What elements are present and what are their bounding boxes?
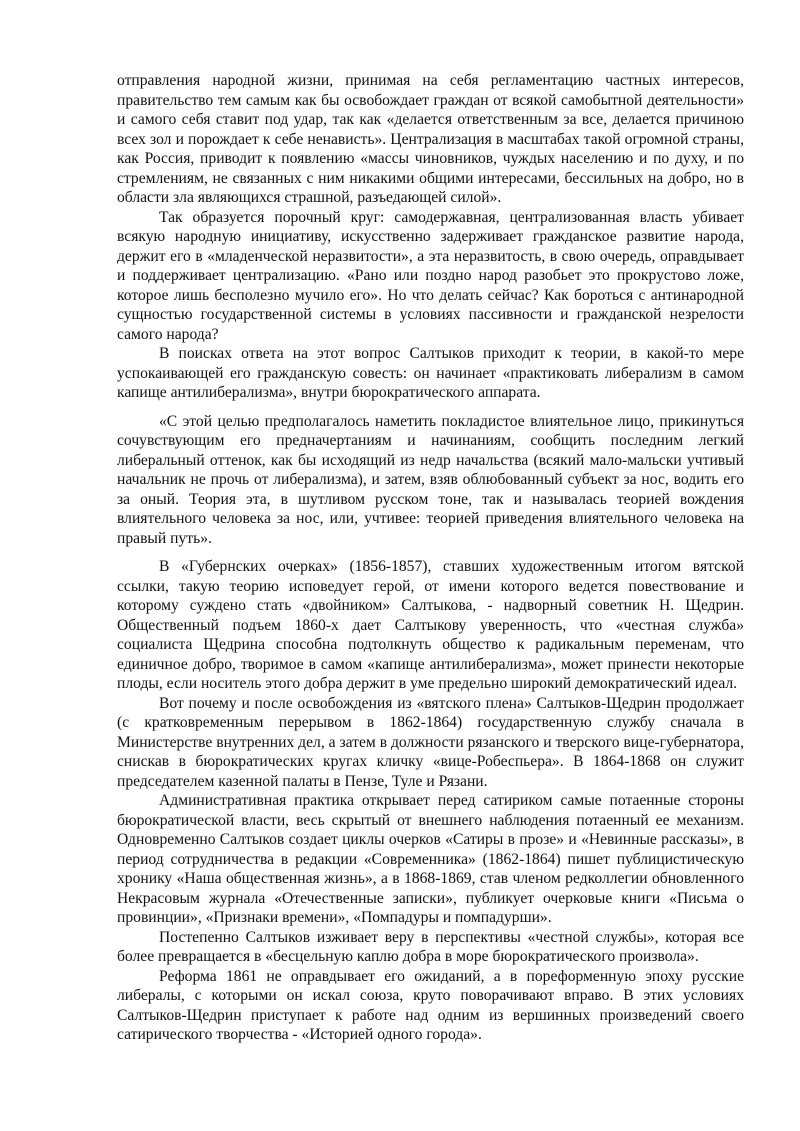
paragraph-state-service: Вот почему и после освобождения из «вятского плена» Салтыков-Щедрин продолжает (с кратковременным перерывом в 1862-1864) государственную службу сначала в Министерстве внутренних дел, а затем в должности рязанского и тверского вице-губернатора, снискав в бюрократических кругах кличку «вице-Робеспьера». В 1864-1868 он служит председателем казенной палаты в Пензе, Туле и Рязани. <box>117 694 744 790</box>
paragraph-centralization: отправления народной жизни, принимая на себя регламентацию частных интересов, правительство тем самым как бы освобождает граждан от всякой самобытной деятельности» и самого себя ставит под удар, так как «делается ответственным за все, делается причиною всех зол и порождает к себе ненависть». Централизация в масштабах такой огромной страны, как Россия, приводит к появлению «массы чиновников, чуждых населению и по духу, и по стремлениям, не связанных с ним никакими общими интересами, бессильных на добро, но в области зла являющихся страшной, разъедающей силой». <box>117 72 744 206</box>
document-page <box>117 71 744 1045</box>
paragraph-provincial-sketches: В «Губернских очерках» (1856-1857), ставших художественным итогом вятской ссылки, такую теорию исповедует герой, от имени которого ведется повествование и которому суждено стать «двойником» Салтыкова, - надворный советник Н. Щедрин. Общественный подъем 1860-х дает Салтыкову уверенность, что «честная служба» социалиста Щедрина способна подтолкнуть общество к радикальным переменам, что единичное добро, творимое в самом «капище антилиберализма», может принести некоторые плоды, если носитель этого добра держит в уме предельно широкий демократический идеал. <box>117 558 744 692</box>
paragraph-administrative-practice: Административная практика открывает перед сатириком самые потаенные стороны бюрократической власти, весь скрытый от внешнего наблюдения потаенный ее механизм. Одновременно Салтыков создает циклы очерков «Сатиры в прозе» и «Невинные рассказы», в период сотрудничества в редакции «Современника» (1862-1864) пишет публицистическую хронику «Наша общественная жизнь», а в 1868-1869, став членом редколлегии обновленного Некрасовым журнала «Отечественные записки», публикует очерковые книги «Письма о провинции», «Признаки времени», «Помпадуры и помпадурши». <box>117 792 744 926</box>
quote-theory: «С этой целью предполагалось наметить покладистое влиятельное лицо, прикинуться сочувствующим его предначертаниям и начинаниям, сообщить последним легкий либеральный оттенок, как бы исходящий из недр начальства (всякий мало-мальски учтивый начальник не прочь от либерализма), и затем, взяв облюбованный субъект за нос, водить его за оный. Теория эта, в шутливом русском тоне, так и называлась теорией вождения влиятельного человека за нос, или, учтивее: теорией приведения влиятельного человека на правый путь». <box>117 412 744 547</box>
paragraph-search-answer: В поисках ответа на этот вопрос Салтыков приходит к теории, в какой-то мере успокаивающей его гражданскую совесть: он начинает «практиковать либерализм в самом капище антилиберализма», внутри бюрократического аппарата. <box>117 345 744 401</box>
paragraph-honest-service: Постепенно Салтыков изживает веру в перспективы «честной службы», которая все более превращается в «бесцельную каплю добра в море бюрократического произвола». <box>117 928 744 965</box>
paragraph-reform-1861: Реформа 1861 не оправдывает его ожиданий, а в пореформенную эпоху русские либералы, с которыми он искал союза, круто поворачивают вправо. В этих условиях Салтыков-Щедрин приступает к работе над одним из вершинных произведений своего сатирического творчества - «Историей одного города». <box>117 967 744 1043</box>
paragraph-vicious-circle: Так образуется порочный круг: самодержавная, централизованная власть убивает всякую народную инициативу, искусственно задерживает гражданское развитие народа, держит его в «младенческой неразвитости», а эта неразвитость, в свою очередь, оправдывает и поддерживает централизацию. «Рано или поздно народ разобьет это прокрустово ложе, которое лишь бесполезно мучило его». Но что делать сейчас? Как бороться с антинародной сущностью государственной системы в условиях пассивности и гражданской незрелости самого народа? <box>117 208 744 343</box>
